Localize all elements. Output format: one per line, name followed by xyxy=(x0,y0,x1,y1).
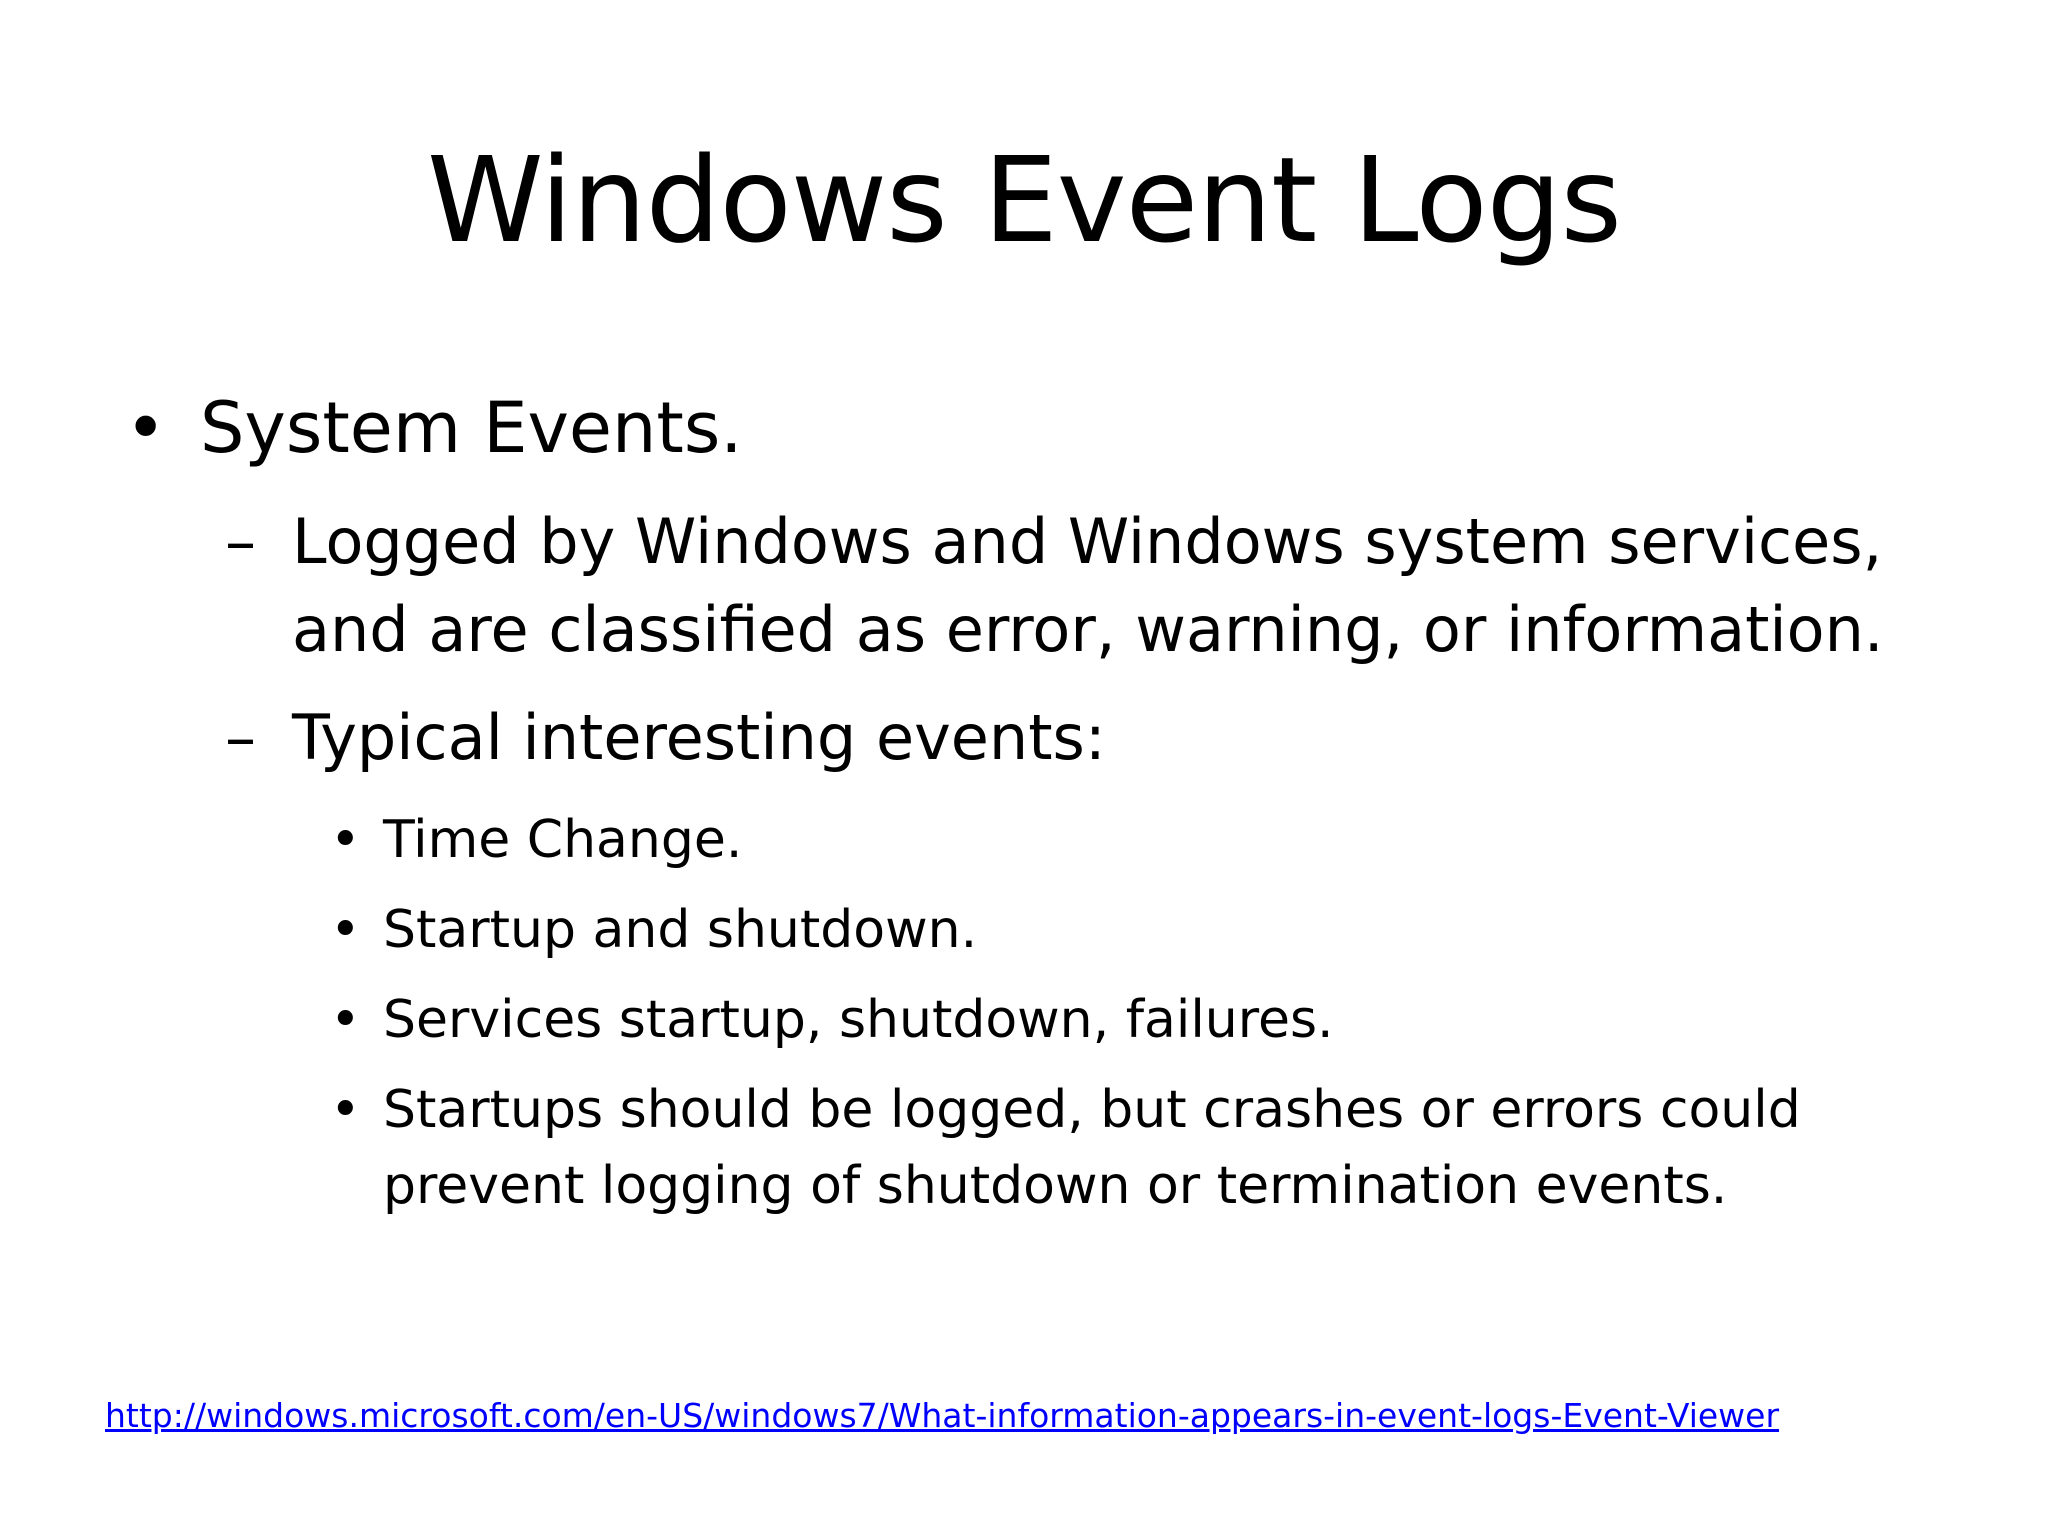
event-startups-logged-line-1: Startups should be logged, but crashes or errors could xyxy=(383,1080,1801,1140)
sub-sub-bullet-marker: • xyxy=(330,990,361,1050)
sub-sub-bullet-marker: • xyxy=(330,810,361,870)
sub-bullet-typical-events: Typical interesting events: xyxy=(292,701,1106,774)
event-time-change: Time Change. xyxy=(383,810,743,870)
slide-title: Windows Event Logs xyxy=(426,131,1622,269)
bullet-system-events: System Events. xyxy=(200,387,743,469)
sub-bullet-logged-line-2: and are classified as error, warning, or information. xyxy=(292,593,1884,666)
sub-sub-bullet-marker: • xyxy=(330,1080,361,1140)
sub-sub-bullet-marker: • xyxy=(330,900,361,960)
event-services: Services startup, shutdown, failures. xyxy=(383,990,1334,1050)
bullet-marker: • xyxy=(125,387,167,469)
sub-bullet-marker: – xyxy=(225,505,256,578)
event-startups-logged-line-2: prevent logging of shutdown or termination events. xyxy=(383,1156,1728,1216)
event-startup-shutdown: Startup and shutdown. xyxy=(383,900,978,960)
source-link[interactable]: http://windows.microsoft.com/en-US/windows7/What-information-appears-in-event-logs-Event-Viewer xyxy=(105,1396,1780,1435)
sub-bullet-logged-line-1: Logged by Windows and Windows system services, xyxy=(292,505,1883,578)
sub-bullet-marker: – xyxy=(225,701,256,774)
